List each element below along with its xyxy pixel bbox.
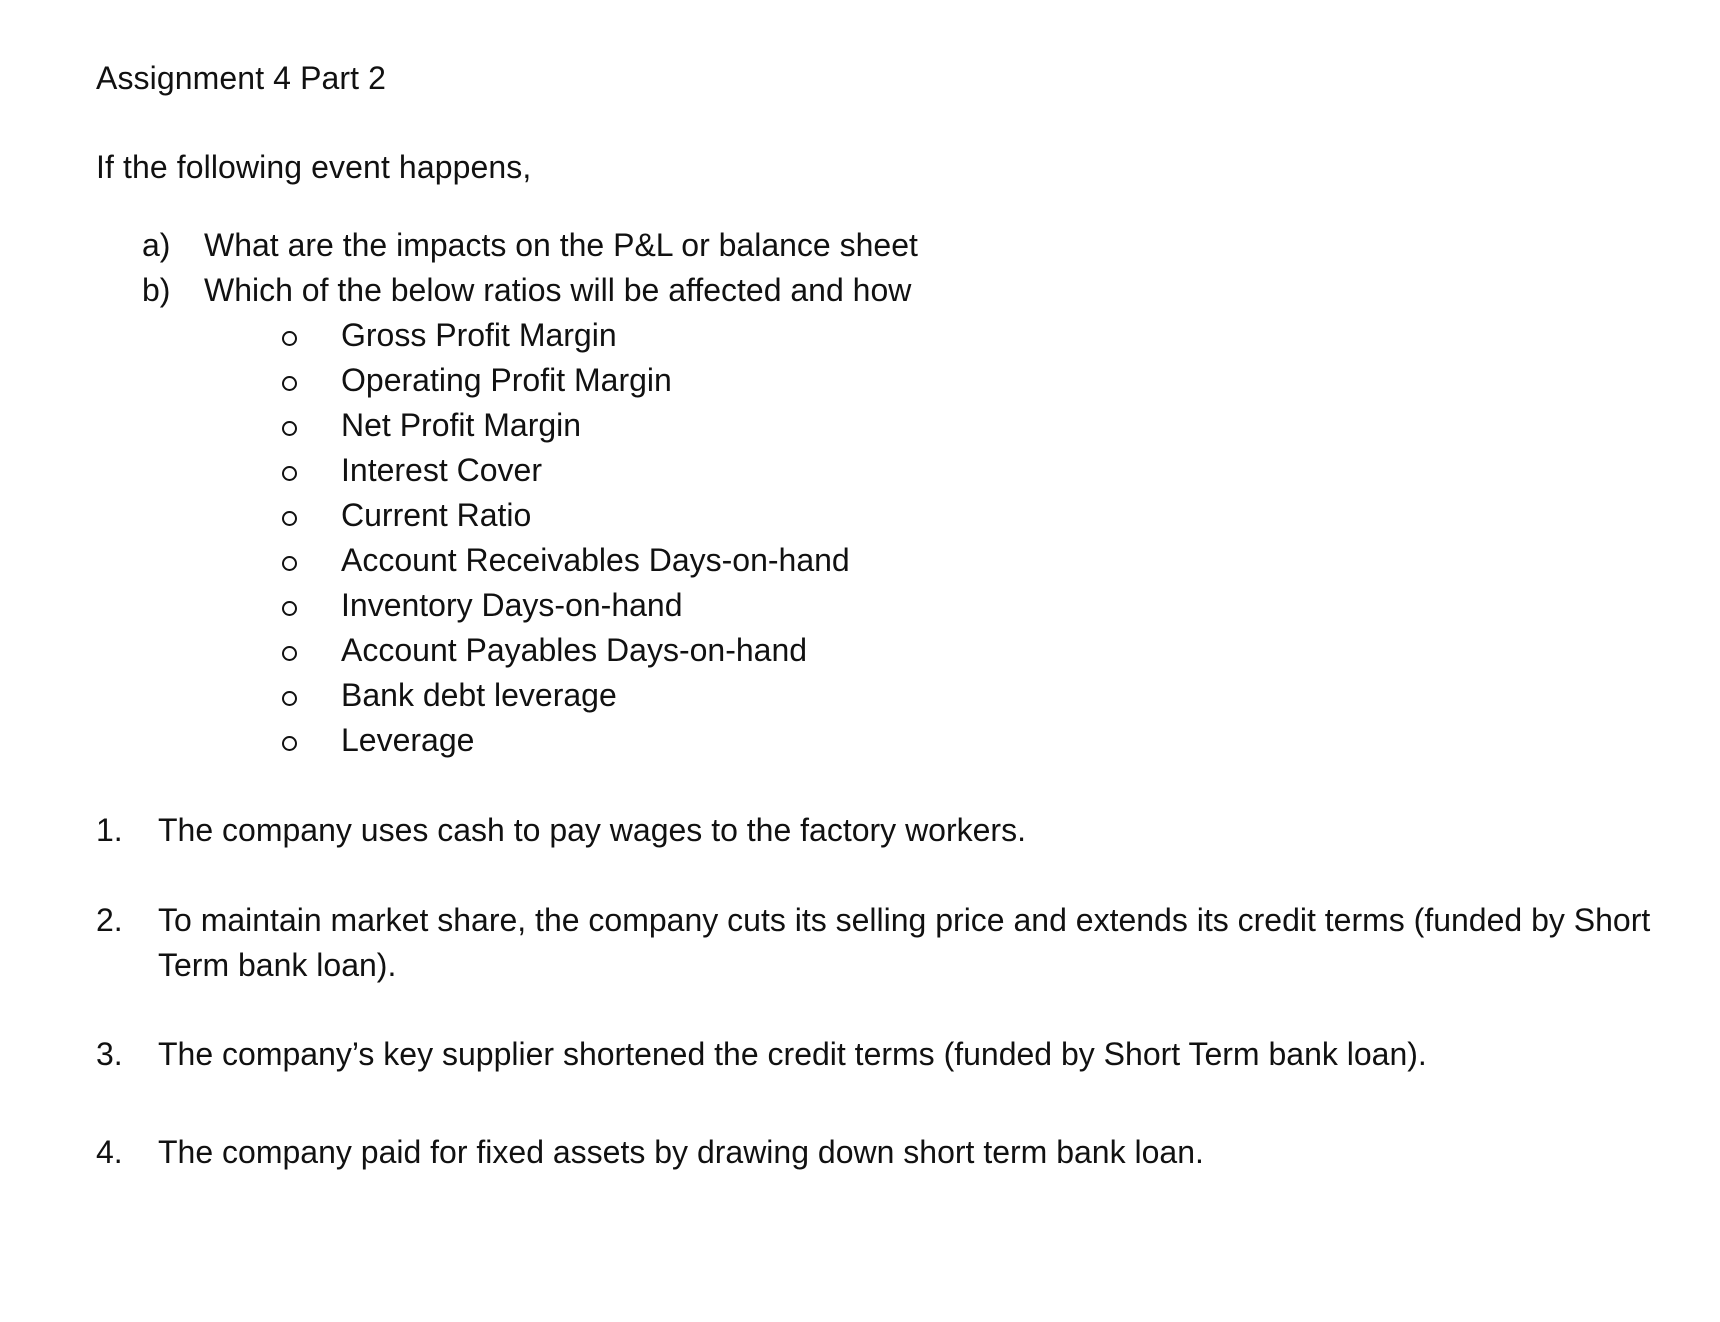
bullet-circle-icon	[282, 646, 297, 661]
document-title: Assignment 4 Part 2	[96, 60, 387, 96]
event-number: 3.	[96, 1036, 123, 1072]
ratio-item: Interest Cover	[341, 452, 542, 488]
bullet-circle-icon	[282, 511, 297, 526]
ratio-item: Current Ratio	[341, 497, 532, 533]
ratio-item: Account Receivables Days-on-hand	[341, 542, 850, 578]
sub-question-marker: b)	[142, 272, 171, 308]
event-number: 2.	[96, 902, 123, 938]
ratio-item: Account Payables Days-on-hand	[341, 632, 808, 668]
sub-question-marker: a)	[142, 227, 171, 263]
sub-question-text: What are the impacts on the P&L or balance sheet	[204, 227, 918, 263]
bullet-circle-icon	[282, 331, 297, 346]
intro-text: If the following event happens,	[96, 149, 532, 185]
bullet-circle-icon	[282, 466, 297, 481]
bullet-circle-icon	[282, 421, 297, 436]
ratio-item: Bank debt leverage	[341, 677, 617, 713]
sub-question-text: Which of the below ratios will be affected and how	[204, 272, 912, 308]
event-text: The company’s key supplier shortened the credit terms (funded by Short Term bank loan).	[158, 1036, 1427, 1072]
ratio-item: Leverage	[341, 722, 475, 758]
bullet-circle-icon	[282, 736, 297, 751]
bullet-circle-icon	[282, 601, 297, 616]
event-text: The company paid for fixed assets by drawing down short term bank loan.	[158, 1134, 1204, 1170]
bullet-circle-icon	[282, 556, 297, 571]
event-text: The company uses cash to pay wages to the factory workers.	[158, 812, 1026, 848]
bullet-circle-icon	[282, 691, 297, 706]
ratio-item: Operating Profit Margin	[341, 362, 672, 398]
event-text: To maintain market share, the company cuts its selling price and extends its credit terms (funded by Short Term bank loan).	[158, 902, 1651, 983]
event-number: 4.	[96, 1134, 123, 1170]
ratio-item: Inventory Days-on-hand	[341, 587, 683, 623]
event-number: 1.	[96, 812, 123, 848]
ratio-item: Gross Profit Margin	[341, 317, 617, 353]
ratio-item: Net Profit Margin	[341, 407, 582, 443]
bullet-circle-icon	[282, 376, 297, 391]
